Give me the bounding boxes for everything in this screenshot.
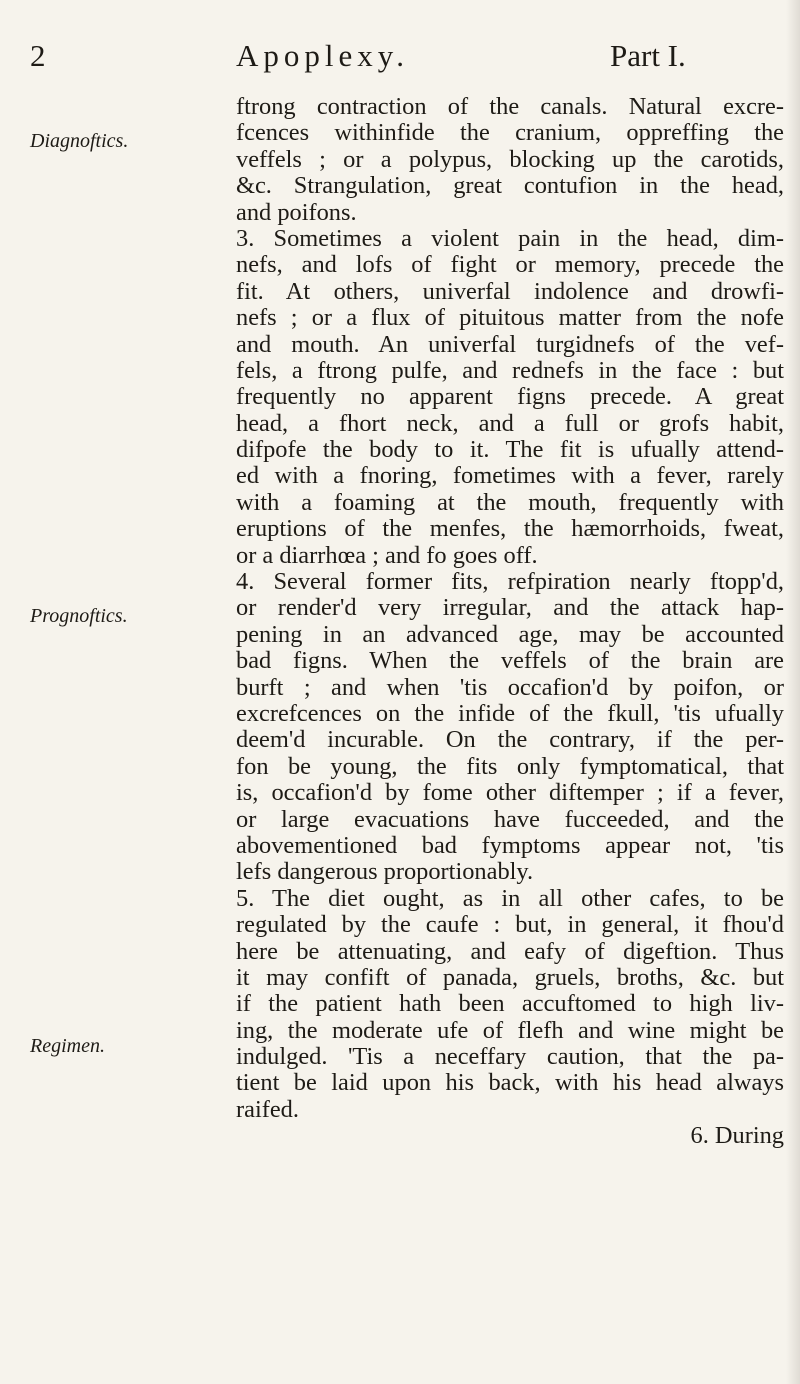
text-line: indulged. 'Tis a neceffary caution, that the pa- [236,1043,784,1071]
page-edge-shadow [786,0,800,1384]
text-line: or large evacuations have fucceeded, and the [236,805,784,833]
text-line: lefs dangerous proportionably. [236,858,534,886]
text-line: nefs ; or a flux of pituitous matter from the nofe [236,304,784,332]
text-line: abovementioned bad fymptoms appear not, 'tis [236,831,784,859]
text-line: eruptions of the menfes, the hæmorrhoids, fweat, [236,515,784,543]
text-line: veffels ; or a polypus, blocking up the carotids, [236,145,784,173]
text-line: raifed. [236,1095,299,1123]
part-label: Part I. [610,38,686,73]
text-line: or render'd very irregular, and the attack hap- [236,594,784,622]
margin-note-prognostics: Prognoftics. [30,605,128,627]
text-line: and poifons. [236,198,357,226]
text-line: frequently no apparent figns precede. A great [236,383,784,411]
text-line: head, a fhort neck, and a full or grofs habit, [236,409,784,437]
text-line: deem'd incurable. On the contrary, if the per- [236,726,784,754]
text-line: burft ; and when 'tis occafion'd by poifon, or [236,673,784,701]
text-line: here be attenuating, and eafy of digeftion. Thus [236,937,784,965]
catchword: 6. During [690,1122,784,1150]
margin-note-regimen: Regimen. [30,1035,105,1057]
text-line: is, occafion'd by fome other diftemper ; if a fever, [236,779,784,807]
page-number: 2 [30,38,46,73]
text-line: ftrong contraction of the canals. Natural excre- [236,93,784,120]
body-text [236,94,784,1150]
margin-note-diagnostics: Diagnoftics. [30,130,129,152]
page-header [0,38,800,78]
text-line: 3. Sometimes a violent pain in the head, dim- [236,224,784,252]
text-line: if the patient hath been accuftomed to high liv- [236,990,784,1018]
text-line: difpofe the body to it. The fit is ufually attend- [236,436,784,464]
text-line: or a diarrhœa ; and fo goes off. [236,541,538,569]
text-line: nefs, and lofs of fight or memory, precede the [236,251,784,279]
text-line: with a foaming at the mouth, frequently with [236,488,784,516]
text-line: fels, a ftrong pulfe, and rednefs in the face : but [236,356,784,384]
text-line: it may confift of panada, gruels, broths, &c. but [236,963,784,991]
running-title: Apoplexy. [236,38,409,73]
text-line: and mouth. An univerfal turgidnefs of the vef- [236,330,784,358]
text-line: fon be young, the fits only fymptomatical, that [236,752,784,780]
text-line: fcences withinfide the cranium, oppreffing the [236,119,784,147]
text-line: 4. Several former fits, refpiration nearly ftopp'd, [236,568,784,596]
text-line: pening in an advanced age, may be accounted [236,620,784,648]
text-line: fit. At others, univerfal indolence and drowfi- [236,277,784,305]
text-line: excrefcences on the infide of the fkull, 'tis ufually [236,699,784,727]
text-line: regulated by the caufe : but, in general, it fhou'd [236,911,784,939]
text-line: bad figns. When the veffels of the brain are [236,647,784,675]
text-line: 5. The diet ought, as in all other cafes, to be [236,884,784,912]
text-line: ing, the moderate ufe of flefh and wine might be [236,1016,784,1044]
text-line: tient be laid upon his back, with his head always [236,1069,784,1097]
text-line: ed with a fnoring, fometimes with a fever, rarely [236,462,784,490]
text-line: &c. Strangulation, great contufion in the head, [236,172,784,200]
